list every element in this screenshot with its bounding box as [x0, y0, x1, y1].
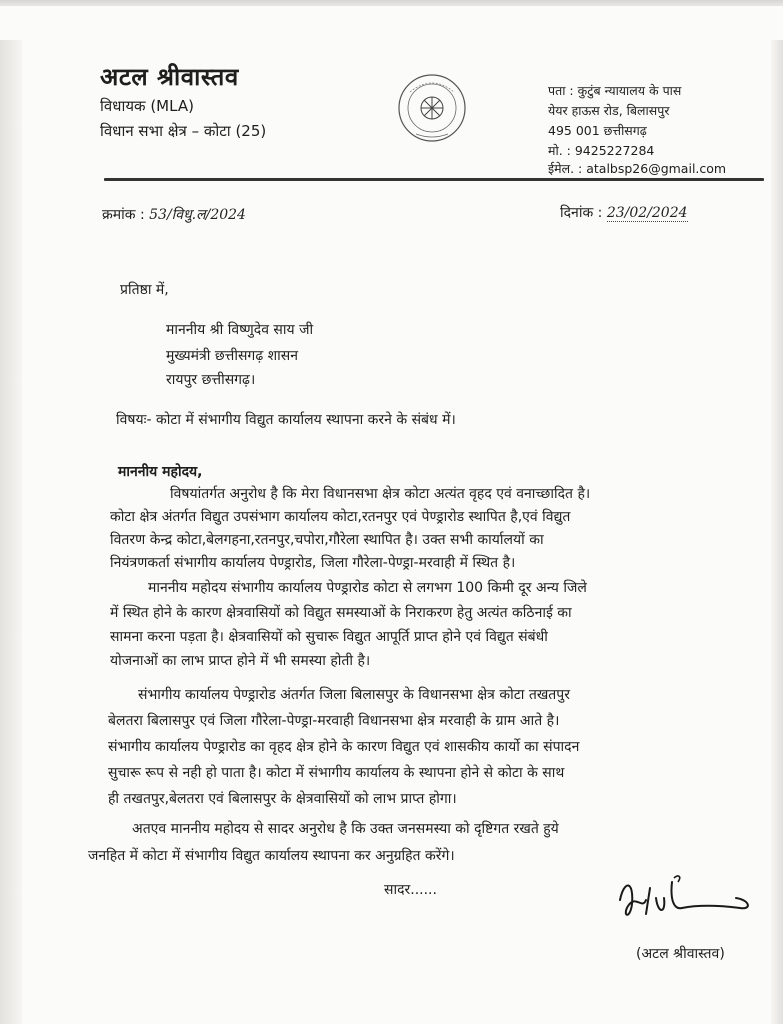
letterhead-divider: [104, 178, 764, 181]
para3-line4: सुचारू रूप से नही हो पाता है। कोटा में संभागीय कार्यालय के स्थापना होने से कोटा के साथ: [108, 765, 565, 781]
date-label: दिनांक :: [560, 205, 603, 221]
para2-line2: में स्थित होने के कारण क्षेत्रवासियों को विद्युत समस्याओं के निराकरण हेतु अत्यंत कठिनाई का: [110, 605, 572, 621]
para1-line4: नियंत्रणकर्ता संभागीय कार्यालय पेण्ड्रारोड, जिला गौरेला-पेण्ड्रा-मरवाही में स्थित है।: [110, 555, 516, 571]
recipient-line-2: मुख्यमंत्री छत्तीसगढ़ शासन: [166, 348, 299, 364]
emblem-seal-icon: [396, 72, 468, 144]
para3-line2: बेलतरा बिलासपुर एवं जिला गौरेला-पेण्ड्रा-मरवाही विधानसभा क्षेत्र मरवाही के ग्राम आते है।: [108, 713, 560, 729]
para2-line1: माननीय महोदय संभागीय कार्यालय पेण्ड्रारोड कोटा से लगभग 100 किमी दूर अन्य जिले: [148, 580, 587, 596]
signatory-name: (अटल श्रीवास्तव): [636, 946, 725, 962]
email-address: ईमेल. : atalbsp26@gmail.com: [548, 161, 727, 176]
sender-designation: विधायक (MLA): [100, 97, 194, 115]
mobile-number: मो. : 9425227284: [548, 143, 655, 158]
para2-line4: योजनाओं का लाभ प्राप्त होने में भी समस्या होती है।: [110, 653, 371, 669]
reference-number: [102, 205, 246, 224]
signature-icon: [612, 870, 762, 940]
letter-date: [560, 203, 688, 222]
para1-line2: कोटा क्षेत्र अंतर्गत विद्युत उपसंभाग कार्यालय कोटा,रतनपुर एवं पेण्ड्रारोड स्थापित है,एवं विद्युत: [110, 509, 571, 525]
salutation: माननीय महोदय,: [118, 464, 203, 480]
address-line-1: पता : कुटुंब न्यायालय के पास: [548, 83, 682, 98]
date-value: 23/02/2024: [606, 205, 688, 221]
para1-line1: विषयांतर्गत अनुरोध है कि मेरा विधानसभा क्षेत्र कोटा अत्यंत वृहद एवं वनाच्छादित है।: [170, 486, 591, 502]
para3-line1: संभागीय कार्यालय पेण्ड्रारोड अंतर्गत जिला बिलासपुर के विधानसभा क्षेत्र कोटा तखतपुर: [138, 687, 570, 703]
para3-line5: ही तखतपुर,बेलतरा एवं बिलासपुर के क्षेत्रवासियों को लाभ प्राप्त होगा।: [108, 791, 457, 807]
recipient-greeting: प्रतिष्ठा में,: [120, 282, 169, 298]
sender-constituency: विधान सभा क्षेत्र – कोटा (25): [100, 122, 267, 140]
para3-line3: संभागीय कार्यालय पेण्ड्रारोड का वृहद क्षेत्र होने के कारण विद्युत एवं शासकीय कार्यो का संपादन: [108, 739, 580, 755]
reference-value: 53/विधु.ल/2024: [149, 207, 246, 223]
address-line-3: 495 001 छत्तीसगढ़: [548, 123, 647, 138]
page-left-edge: [0, 40, 22, 1024]
recipient-line-3: रायपुर छत्तीसगढ़।: [166, 372, 256, 388]
sender-name: अटल श्रीवास्तव: [100, 63, 239, 91]
para4-line2: जनहित में कोटा में संभागीय विद्युत कार्यालय स्थापना कर अनुग्रहित करेंगे।: [88, 848, 455, 864]
subject-line: विषयः- कोटा में संभागीय विद्युत कार्यालय स्थापना करने के संबंध में।: [116, 412, 456, 428]
closing: सादर......: [384, 882, 437, 898]
para4-line1: अतएव माननीय महोदय से सादर अनुरोध है कि उक्त जनसमस्या को दृष्टिगत रखते हुये: [132, 821, 559, 837]
para1-line3: वितरण केन्द्र कोटा,बेलगहना,रतनपुर,चपोरा,गौरेला स्थापित है। उक्त सभी कार्यालयों का: [110, 532, 544, 548]
address-line-2: येयर हाऊस रोड, बिलासपुर: [548, 103, 670, 118]
reference-label: क्रमांक :: [102, 207, 145, 223]
recipient-line-1: माननीय श्री विष्णुदेव साय जी: [166, 322, 314, 338]
page-right-edge: [771, 40, 783, 1024]
para2-line3: सामना करना पड़ता है। क्षेत्रवासियों को सुचारू विद्युत आपूर्ति प्राप्त होने एवं विद्युत संबंधी: [110, 629, 548, 645]
